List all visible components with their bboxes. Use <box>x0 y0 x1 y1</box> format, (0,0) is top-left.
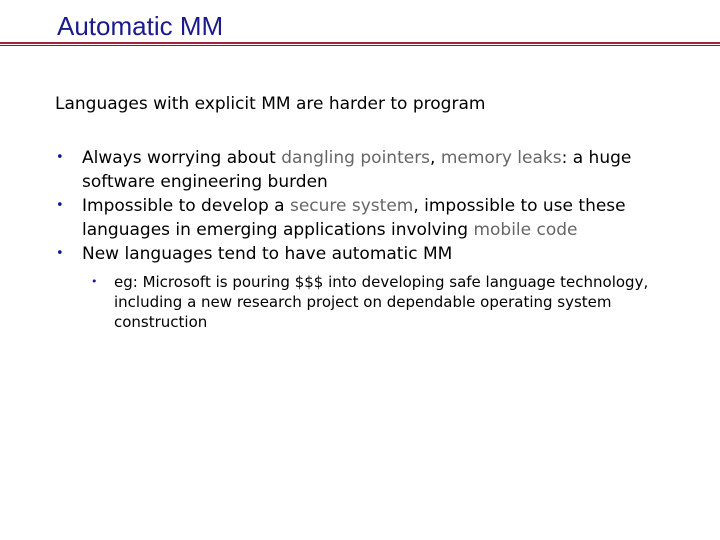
title-divider-red <box>0 42 720 44</box>
bullet-dot-icon: • <box>56 246 64 261</box>
bullet-item-new-languages <box>55 242 695 332</box>
bullet-text: New languages tend to have automatic MM <box>82 244 453 264</box>
bullet-text: , <box>430 148 441 168</box>
bullet-text: : a huge software engineering burden <box>82 148 632 192</box>
sub-bullet-list <box>82 272 695 332</box>
bullet-text: , impossible to use these languages in emerging applications involving <box>82 196 626 240</box>
bullet-dot-icon: • <box>56 198 64 213</box>
sub-bullet-item-microsoft <box>82 272 692 332</box>
bullet-text: Always worrying about <box>82 148 282 168</box>
term-memory-leaks: memory leaks <box>440 148 562 168</box>
bullet-item-pointer-burden <box>55 146 695 194</box>
sub-bullet-dot-icon: • <box>91 275 98 288</box>
bullet-text: Impossible to develop a <box>82 196 290 216</box>
bullet-dot-icon: • <box>56 150 64 165</box>
term-dangling-pointers: dangling pointers <box>281 148 431 168</box>
slide-title: Automatic MM <box>57 11 224 41</box>
sub-bullet-text: eg: Microsoft is pouring $$$ into developing safe language technology, including a new research project on dependable operating system construction <box>114 273 649 331</box>
intro-statement: Languages with explicit MM are harder to program <box>55 94 486 114</box>
term-mobile-code: mobile code <box>473 220 578 240</box>
term-secure-system: secure system <box>289 196 414 216</box>
bullet-list <box>55 146 695 332</box>
bullet-item-security <box>55 194 695 242</box>
title-divider-blue <box>0 45 720 46</box>
